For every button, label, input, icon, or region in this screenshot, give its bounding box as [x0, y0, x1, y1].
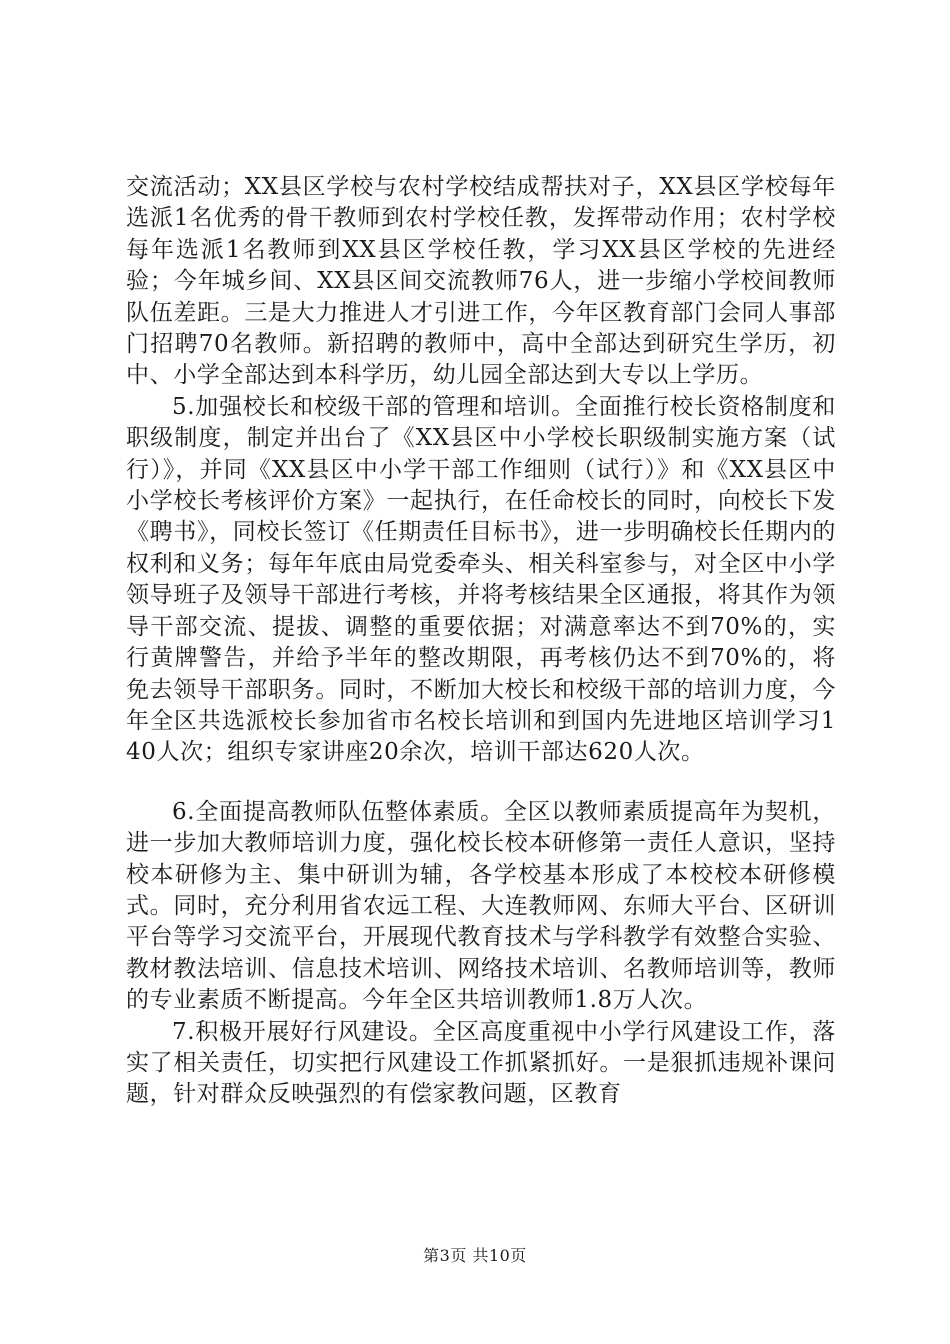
paragraph-teacher-quality: 6.全面提高教师队伍整体素质。全区以教师素质提高年为契机，进一步加大教师培训力度，强化校长校本研修第一责任人意识，坚持校本研修为主、集中研训为辅，各学校基本形成了本校校本研修模式。同时，充分利用省农远工程、大连教师网、东师大平台、区研训平台等学习交流平台，开展现代教育技术与学科教学有效整合实验、教材教法培训、信息技术培训、网络技术培训、名教师培训等，教师的专业素质不断提高。今年全区共培训教师1.8万人次。	[126, 798, 836, 1014]
paragraph-principal-management: 5.加强校长和校级干部的管理和培训。全面推行校长资格制度和职级制度，制定并出台了《XX县区中小学校长职级制实施方案（试行）》，并同《XX县区中小学干部工作细则（试行）》和《XX县区中小学校长考核评价方案》一起执行，在任命校长的同时，向校长下发《聘书》，同校长签订《任期责任目标书》，进一步明确校长任期内的权利和义务；每年年底由局党委牵头、相关科室参与，对全区中小学领导班子及领导干部进行考核，并将考核结果全区通报，将其作为领导干部交流、提拔、调整的重要依据；对满意率达不到70%的，实行黄牌警告，并给予半年的整改期限，再考核仍达不到70%的，将免去领导干部职务。同时，不断加大校长和校级干部的培训力度，今年全区共选派校长参加省市名校长培训和到国内先进地区培训学习140人次；组织专家讲座20余次，培训干部达620人次。	[126, 393, 836, 766]
document-body	[126, 172, 836, 1111]
paragraph-spacer	[126, 769, 836, 797]
paragraph-teacher-exchange: 交流活动；XX县区学校与农村学校结成帮扶对子，XX县区学校每年选派1名优秀的骨干教师到农村学校任教，发挥带动作用；农村学校每年选派1名教师到XX县区学校任教，学习XX县区学校的先进经验；今年城乡间、XX县区间交流教师76人，进一步缩小学校间教师队伍差距。三是大力推进人才引进工作，今年区教育部门会同人事部门招聘70名教师。新招聘的教师中，高中全部达到研究生学历，初中、小学全部达到本科学历，幼儿园全部达到大专以上学历。	[126, 174, 836, 389]
paragraph-conduct-building: 7.积极开展好行风建设。全区高度重视中小学行风建设工作，落实了相关责任，切实把行风建设工作抓紧抓好。一是狠抓违规补课问题，针对群众反映强烈的有偿家教问题，区教育	[126, 1018, 836, 1108]
page-number-footer: 第3页 共10页	[423, 1246, 527, 1265]
